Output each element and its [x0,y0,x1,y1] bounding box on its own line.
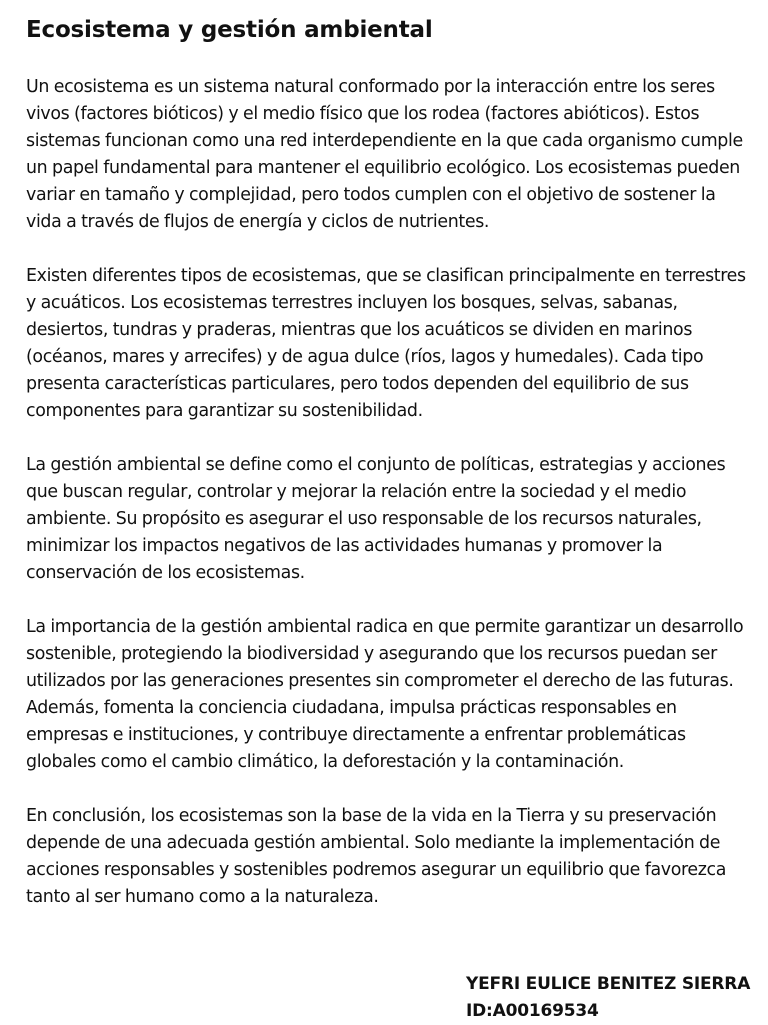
document-body [26,14,746,911]
paragraph-ecosystem-definition: Un ecosistema es un sistema natural conformado por la interacción entre los seres vivos (factores bióticos) y el medio físico que los rodea (factores abióticos). Estos sistemas funcionan como una red interdependiente en la que cada organismo cumple un papel fundamental para mantener el equilibrio ecológico. Los ecosistemas pueden variar en tamaño y complejidad, pero todos cumplen con el objetivo de sostener la vida a través de flujos de energía y ciclos de nutrientes. [26,77,743,232]
author-id: ID:A00169534 [466,1001,599,1021]
paragraph-ecosystem-types: Existen diferentes tipos de ecosistemas, que se clasifican principalmente en terrestres y acuáticos. Los ecosistemas terrestres incluyen los bosques, selvas, sabanas, desiertos, tundras y praderas, mientras que los acuáticos se dividen en marinos (océanos, mares y arrecifes) y de agua dulce (ríos, lagos y humedales). Cada tipo presenta características particulares, pero todos dependen del equilibrio de sus componentes para garantizar su sostenibilidad. [26,266,746,421]
author-name: YEFRI EULICE BENITEZ SIERRA [466,974,751,994]
author-signature-block [466,971,750,1025]
paragraph-management-importance: La importancia de la gestión ambiental radica en que permite garantizar un desarrollo sostenible, protegiendo la biodiversidad y asegurando que los recursos puedan ser utilizados por las generaciones presentes sin comprometer el derecho de las futuras. Además, fomenta la conciencia ciudadana, impulsa prácticas responsables en empresas e instituciones, y contribuye directamente a enfrentar problemáticas globales como el cambio climático, la deforestación y la contaminación. [26,617,744,772]
paragraph-environmental-management: La gestión ambiental se define como el conjunto de políticas, estrategias y acciones que buscan regular, controlar y mejorar la relación entre la sociedad y el medio ambiente. Su propósito es asegurar el uso responsable de los recursos naturales, minimizar los impactos negativos de las actividades humanas y promover la conservación de los ecosistemas. [26,455,726,583]
paragraph-conclusion: En conclusión, los ecosistemas son la base de la vida en la Tierra y su preservación depende de una adecuada gestión ambiental. Solo mediante la implementación de acciones responsables y sostenibles podremos asegurar un equilibrio que favorezca tanto al ser humano como a la naturaleza. [26,806,727,907]
document-title: Ecosistema y gestión ambiental [26,17,433,43]
